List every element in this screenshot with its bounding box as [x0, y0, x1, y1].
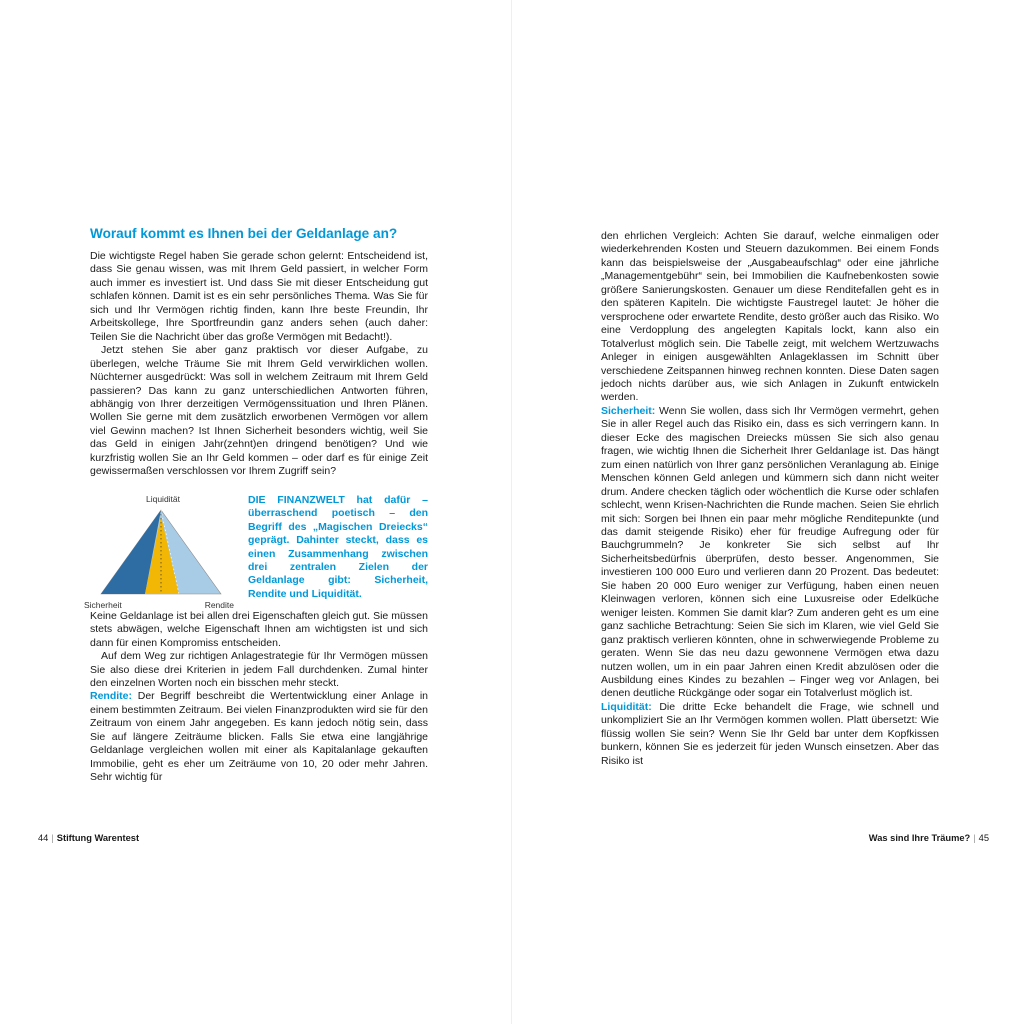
diagram-label-sicherheit: Sicherheit — [84, 599, 122, 610]
right-page-column — [601, 230, 939, 768]
page-gutter-divider — [511, 0, 512, 1024]
paragraph-abwaegen: Keine Geldanlage ist bei allen drei Eigenschaften gleich gut. Sie müssen stets abwägen, welche Eigenschaft Ihnen am wichtigsten ist und sich dann für einen Kompromiss entscheiden. — [90, 609, 428, 649]
magic-triangle-section — [84, 493, 428, 610]
left-page-footer — [38, 833, 139, 843]
sicherheit-text: Wenn Sie wollen, dass sich Ihr Vermögen vermehrt, gehen Sie in aller Regel auch das Risiko ein, dass es sich verringern kann. In dieser Ecke des magischen Dreiecks müssen Sie sich also genau fragen, wie wichtig Ihnen die Sicherheit Ihrer Geldanlage ist. Das hängt zum einen natürlich von Ihrer ganz persönlichen Veranlagung ab. Einige Menschen können Geld anlegen und kümmern sich dann nicht weiter drum. Andere checken täglich oder wöchentlich die Kurse oder schlafen schlecht, wenn Krisen-Nachrichten die Runde machen. Seien Sie ehrlich mit sich: Sorgen bei Ihnen ein paar mehr mögliche Renditepunkte (und das damit steigende Risiko) eher für freudige Aufregung oder für Bauchgrummeln? Je konkreter Sie sich selbst auf Ihr Sicherheitsbedürfnis überprüfen, desto besser. Angenommen, Sie investieren 100 000 Euro und verlieren dann 20 Prozent. Das bedeutet: Sie haben 20 000 Euro weniger zur Verfügung, haben einen neuen Kleinwagen verloren, können sich eine Luxusreise oder Edelküche weniger leisten. Kommen Sie damit klar? Zum anderen geht es um eine ganz sachliche Betrachtung: Seien Sie sich im Klaren, wie viel Geld Sie ganz praktisch verlieren könnten, ohne in schwerwiegende Probleme zu geraten. Wenn Sie das neu dazu gewonnene Vermögen etwa dazu nutzen wollen, um in ein paar Jahren einen Kredit abzulösen oder die Ausbildung eines Kindes zu bezahlen – Finger weg vor Anlagen, bei denen deutliche Rückgänge oder sogar ein Totalverlust möglich ist. — [601, 404, 939, 700]
footer-separator: | — [51, 833, 54, 843]
magic-triangle-icon — [95, 506, 231, 598]
book-title: Stiftung Warentest — [56, 833, 140, 843]
left-page-number: 44 — [38, 833, 49, 843]
footer-separator: | — [973, 833, 976, 843]
paragraph-vergleich: den ehrlichen Vergleich: Achten Sie darauf, welche einmaligen oder wiederkehrenden Kosten und Steuern dazukommen. Bei einem Fonds kann das beispielsweise der „Ausgabeaufschlag“ oder eine jährliche „Managementgebühr“ sein, bei Immobilien die Kaufnebenkosten sowie größere Sanierungskosten. Genauer um diese Renditefallen geht es in den späteren Kapiteln. Die wichtigste Faustregel lautet: Je höher die versprochene oder erwartete Rendite, desto größer auch das Risiko. Wo eine Verdopplung des angelegten Kapitals lockt, kann also ein Totalverlust möglich sein. Die Tabelle zeigt, mit welchem Wertzuwachs Anleger in einigen ausgewählten Anlageklassen im Schnitt über verschiedene Zeitspannen hinweg rechnen konnten. Diese Daten sagen jedoch nichts darüber aus, wie sich Anlagen in Zukunft entwickeln werden. — [601, 230, 939, 404]
paragraph-strategie: Auf dem Weg zur richtigen Anlagestrategie für Ihr Vermögen müssen Sie also diese drei Kriterien in jedem Fall durchdenken. Zumal hinter den einzelnen Worten noch ein bisschen mehr steckt. — [90, 650, 428, 689]
rendite-text: Der Begriff beschreibt die Wertentwicklung einer Anlage in einem bestimmten Zeitraum. Bei vielen Finanzprodukten wird sie für den Zeitraum von einem Jahr angegeben. Es kann jedoch nötig sein, dass Sie auf längere Zeiträume blicken. Falls Sie etwa eine langjährige Geldanlage vergleichen wollen mit einer als Kapitalanlage gekauften Immobilie, geht es eher um Zeiträume von 10, 20 oder mehr Jahren. Sehr wichtig für — [90, 690, 428, 784]
diagram-bottom-labels — [84, 599, 236, 610]
paragraph-intro: Die wichtigste Regel haben Sie gerade schon gelernt: Entscheidend ist, dass Sie genau wissen, was mit Ihrem Geld passiert, in welcher Form auch immer es investiert ist. Und dass Sie mit dieser Entscheidung gut schlafen können. Damit ist es ein sehr persönliches Thema. Was Sie für sich und Ihr Vermögen richtig finden, kann Ihre beste Freundin, Ihr Arbeitskollege, Ihre Sportfreundin ganz anders sehen (auch daher: Teilen Sie die Nachricht über das große Vermögen mit Bedacht!). — [90, 250, 428, 343]
liquiditaet-lead-label: Liquidität: — [601, 700, 652, 713]
chapter-title: Was sind Ihre Träume? — [868, 833, 971, 843]
liquiditaet-text: Die dritte Ecke behandelt die Frage, wie schnell und unkompliziert Sie an Ihr Vermögen kommen wollen. Platt übersetzt: Wie flüssig wollen Sie sein? Wenn Sie Ihr Geld bar unter dem Kopfkissen bunkern, können Sie es jederzeit für jeden Wunsch einsetzen. Aber das Risiko ist — [601, 700, 939, 767]
right-page-footer — [869, 833, 989, 843]
page-title: Worauf kommt es Ihnen bei der Geldanlage an? — [90, 226, 398, 241]
paragraph-sicherheit — [601, 405, 939, 701]
rendite-lead-label: Rendite: — [90, 690, 132, 703]
diagram-label-liquiditaet: Liquidität — [145, 493, 181, 504]
finanzwelt-callout: DIE FINANZWELT hat dafür – überraschend poetisch – den Begriff des „Magischen Dreiecks“ geprägt. Dahinter steckt, dass es einen Zusammenhang zwischen drei zentralen Zielen der Geldanlage gibt: Sicherheit, Rendite und Liquidität. — [248, 493, 428, 600]
paragraph-traeume: Jetzt stehen Sie aber ganz praktisch vor dieser Aufgabe, zu überlegen, welche Träume Sie mit Ihrem Geld verwirklichen wollen. Nüchterner ausgedrückt: Was soll in welchem Zeitraum mit Ihrem Geld passieren? Das kann zu ganz unterschiedlichen Antworten führen, abhängig von Ihrer derzeitigen Vermögenssituation und Ihren Plänen. Wollen Sie gerne mit dem zusätzlich erworbenen Vermögen vor allem viel Gewinn machen? Ist Ihnen Sicherheit besonders wichtig, weil Sie das Geld in einigen Jahr(zehnt)en dringend benötigen? Und wie kurzfristig wollen Sie an Ihr Geld kommen – oder darf es für einige Zeit gewissermaßen verschlossen vor Ihrem Zugriff sein? — [90, 344, 428, 478]
magic-triangle-diagram — [84, 493, 236, 610]
paragraph-liquiditaet — [601, 701, 939, 768]
left-page-column — [84, 226, 428, 785]
paragraph-rendite — [90, 690, 428, 784]
sicherheit-lead-label: Sicherheit: — [601, 404, 656, 417]
diagram-label-rendite: Rendite — [204, 599, 234, 610]
right-page-number: 45 — [978, 833, 989, 843]
